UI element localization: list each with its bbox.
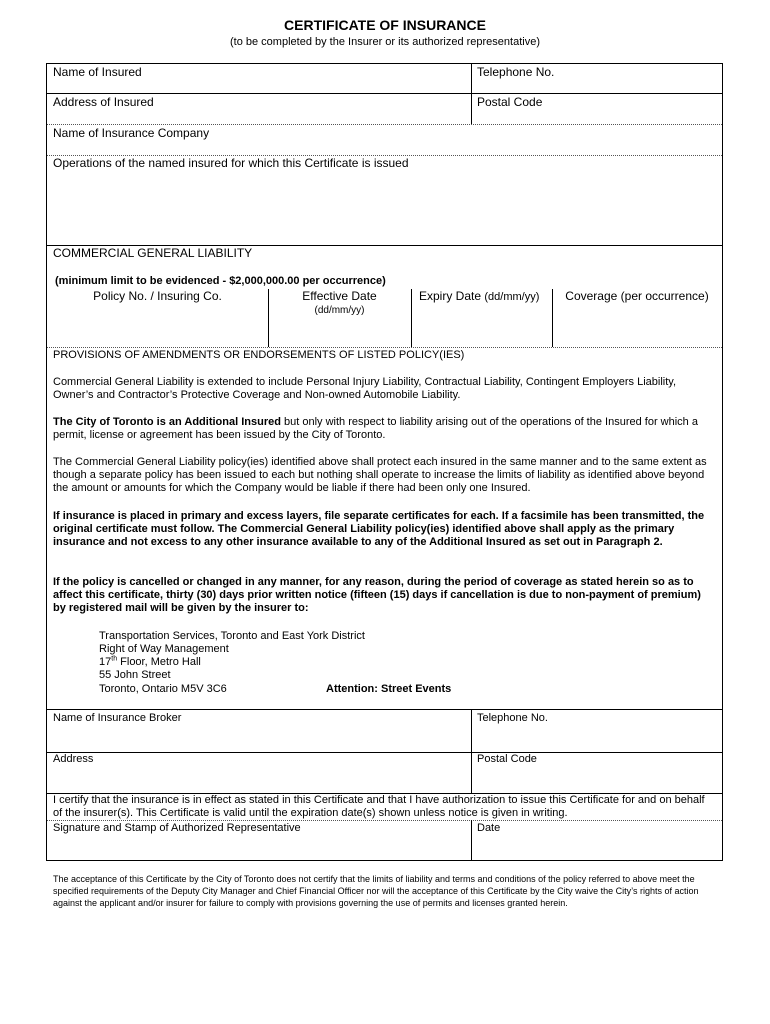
- certificate-subtitle: (to be completed by the Insurer or its authorized representative): [230, 36, 540, 48]
- address-of-insured-label: Address of Insured: [53, 95, 154, 109]
- certificate-form: [46, 63, 723, 861]
- mailing-line-4: 55 John Street: [99, 669, 171, 681]
- divider: [47, 124, 722, 125]
- provisions-heading: PROVISIONS OF AMENDMENTS OR ENDORSEMENTS OF LISTED POLICY(IES): [53, 349, 465, 361]
- policy-number-column-header: Policy No. / Insuring Co.: [93, 289, 222, 303]
- expiry-date-format: (dd/mm/yy): [484, 291, 540, 303]
- floor-building: Floor, Metro Hall: [117, 656, 201, 668]
- effective-date-column-header: Effective Date: [302, 289, 377, 303]
- broker-postal-code-label: Postal Code: [477, 753, 537, 765]
- signature-label: Signature and Stamp of Authorized Representative: [53, 822, 301, 834]
- additional-insured-statement: The City of Toronto is an Additional Insured: [53, 416, 281, 428]
- attention-line: Attention: Street Events: [326, 683, 452, 695]
- provisions-paragraph-5: If the policy is cancelled or changed in any manner, for any reason, during the period of coverage as stated herein so as to affect this certificate, thirty (30) days prior written notice (fifteen (15) days if cancellation is due to non-payment of premium) by registered mail will be given by the insurer to:: [53, 576, 701, 615]
- cgl-heading: COMMERCIAL GENERAL LIABILITY: [53, 246, 253, 260]
- insured-telephone-label: Telephone No.: [477, 65, 555, 79]
- provisions-paragraph-2: [53, 416, 715, 442]
- expiry-date-label: Expiry Date: [419, 289, 482, 303]
- column-divider: [471, 820, 472, 860]
- broker-telephone-label: Telephone No.: [477, 712, 548, 724]
- mailing-line-5: Toronto, Ontario M5V 3C6: [99, 683, 227, 695]
- column-divider: [471, 709, 472, 793]
- mailing-line-3: [99, 656, 201, 669]
- acceptance-disclaimer: The acceptance of this Certificate by the City of Toronto does not certify that the limits of liability and terms and conditions of the policy referred to above meet the specified requirements of the Deputy City Manager and Chief Financial Officer nor will the acceptance of this Certificate by the City waive the City’s rights of action against the applicant and/or insurer for failure to comply with provisions governing the use of permits and licenses granted herein.: [53, 874, 699, 908]
- additional-insured-condition: but only with respect to liability arising out of the operations of the Insured for which a permit, license or agreement has been issued by the City of Toronto.: [53, 416, 698, 442]
- provisions-paragraph-1: Commercial General Liability is extended to include Personal Injury Liability, Contractual Liability, Contingent Employers Liability, Owner’s and Contractor’s Protective Coverage and Non-owned Automobile Liability.: [53, 376, 677, 402]
- divider: [47, 347, 722, 348]
- insured-postal-code-label: Postal Code: [477, 95, 543, 109]
- coverage-column-header: Coverage (per occurrence): [565, 289, 709, 303]
- insurance-company-label: Name of Insurance Company: [53, 126, 210, 140]
- minimum-limit-note: (minimum limit to be evidenced - $2,000,000.00 per occurrence): [55, 275, 386, 287]
- date-label: Date: [477, 822, 501, 834]
- operations-label: Operations of the named insured for which this Certificate is issued: [53, 156, 409, 170]
- effective-date-format: (dd/mm/yy): [314, 305, 365, 316]
- mailing-line-1: Transportation Services, Toronto and East York District: [99, 630, 365, 642]
- expiry-date-column-header: [419, 289, 539, 303]
- divider: [47, 752, 722, 753]
- provisions-paragraph-3: The Commercial General Liability policy(ies) identified above shall protect each insured in the same manner and to the same extent as though a separate policy has been issued to each but nothing shall operate to increase the limits of liability as identified above beyond the amount or amounts for which the Company would be liable if there had been only one Insured.: [53, 456, 707, 495]
- broker-name-label: Name of Insurance Broker: [53, 712, 182, 724]
- column-divider: [471, 64, 472, 124]
- divider: [47, 93, 722, 94]
- divider: [47, 820, 722, 821]
- certification-statement: I certify that the insurance is in effect as stated in this Certificate and that I have authorization to issue this Certificate for and on behalf of the insurer(s). This Certificate is valid until the expiration date(s) shown unless notice is given in writing.: [53, 794, 705, 819]
- floor-number: 17: [99, 656, 112, 668]
- divider: [47, 709, 722, 710]
- certificate-title: CERTIFICATE OF INSURANCE: [284, 17, 486, 33]
- mailing-line-2: Right of Way Management: [99, 643, 229, 655]
- broker-address-label: Address: [53, 753, 94, 765]
- name-of-insured-label: Name of Insured: [53, 65, 142, 79]
- column-divider: [411, 289, 412, 347]
- floor-ordinal: th: [111, 655, 118, 663]
- provisions-paragraph-4: If insurance is placed in primary and excess layers, file separate certificates for each. If a facsimile has been transmitted, the original certificate must follow. The Commercial General Liability policy(ies) identified above shall apply as the primary insurance and not excess to any other insurance available to any of the Additional Insured as set out in Paragraph 2.: [53, 510, 705, 549]
